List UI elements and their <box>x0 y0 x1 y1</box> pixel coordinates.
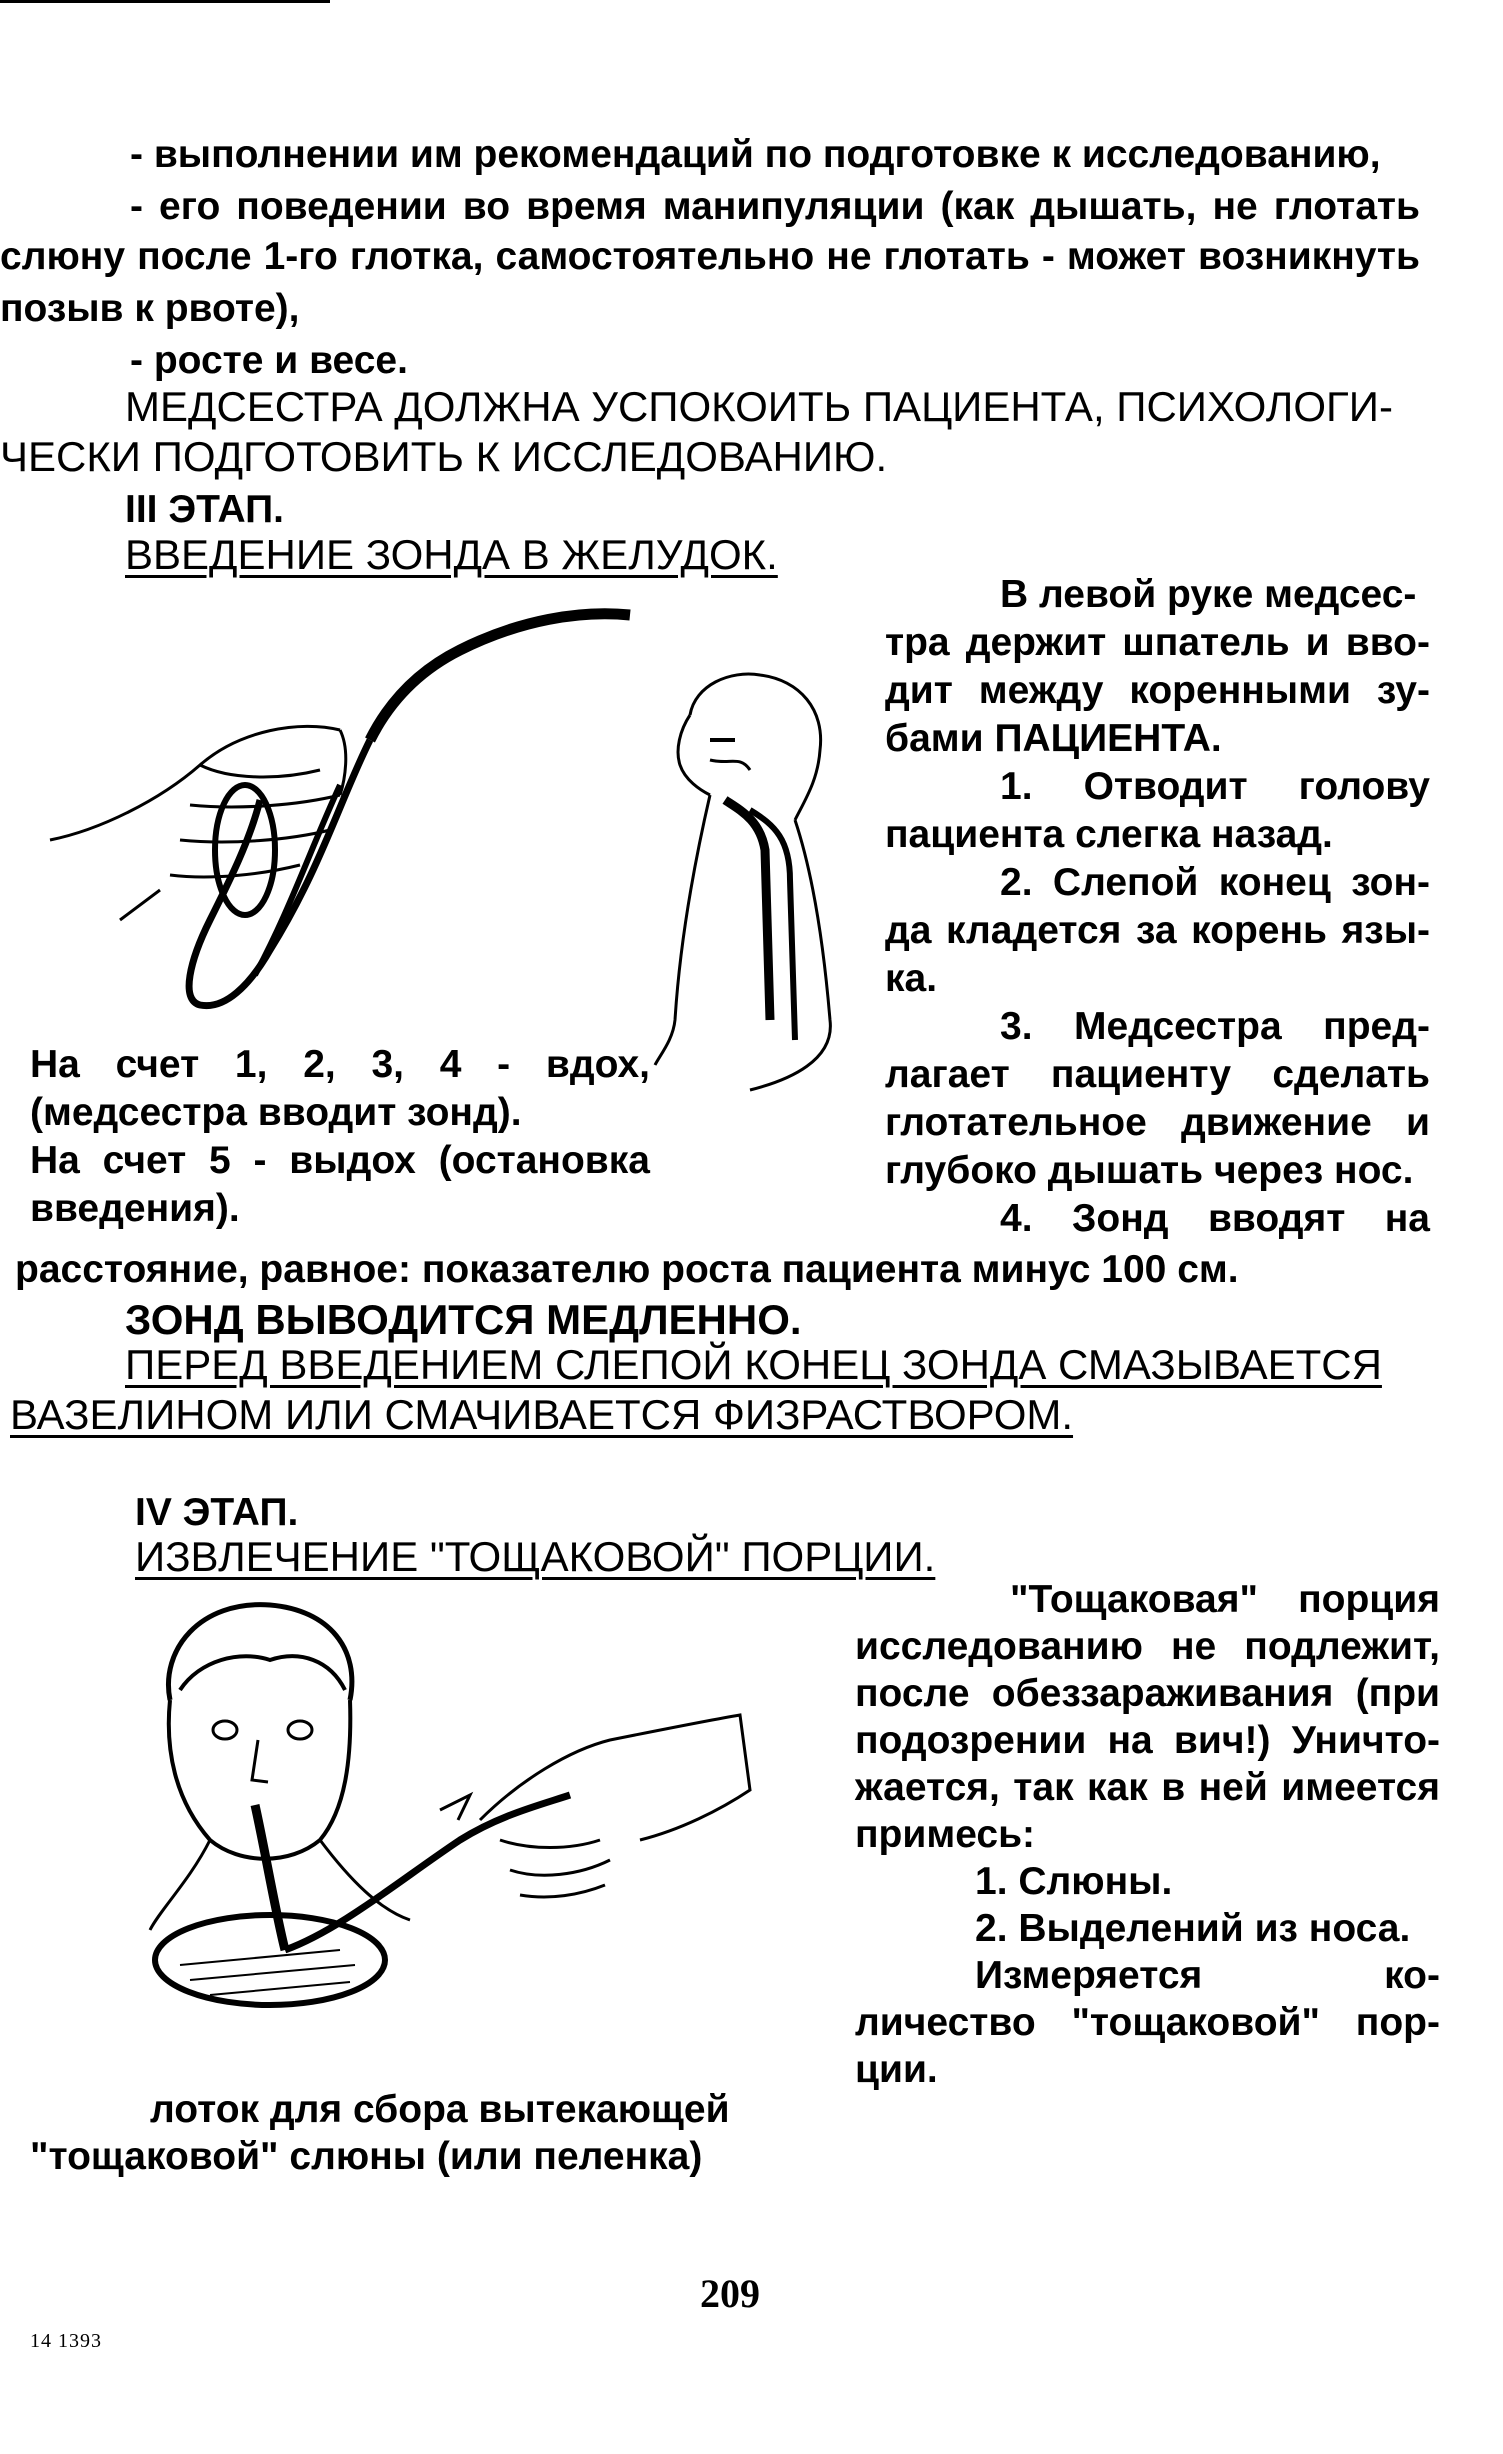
stage3-step: дит между коренными зу- <box>885 669 1430 712</box>
stage3-step: глотательное движение и <box>885 1101 1430 1144</box>
stage3-step: тра держит шпатель и вво- <box>885 621 1430 664</box>
stage4-text: примесь: <box>855 1813 1036 1856</box>
intro-line: позыв к рвоте), <box>0 287 300 330</box>
patient-head-drawing <box>650 660 880 1100</box>
stage4-text: после обеззараживания (при <box>855 1672 1440 1715</box>
stage3-step: пациента слегка назад. <box>885 813 1333 856</box>
print-signature: 14 1393 <box>30 2330 102 2352</box>
breathing-note: (медсестра вводит зонд). <box>30 1091 522 1134</box>
stage4-text: 1. Слюны. <box>975 1860 1173 1903</box>
stage3-step: лагает пациенту сделать <box>885 1053 1430 1096</box>
stage3-step: ка. <box>885 957 938 1000</box>
stage4-text: жается, так как в ней имеется <box>855 1766 1440 1809</box>
stage3-slow: ЗОНД ВЫВОДИТСЯ МЕДЛЕННО. <box>125 1296 802 1343</box>
stage3-step: В левой руке медсес- <box>1000 573 1417 616</box>
stage4-text: подозрении на вич!) Уничто- <box>855 1719 1440 1762</box>
intro-line: - росте и весе. <box>130 339 408 382</box>
stage3-warning: ВАЗЕЛИНОМ ИЛИ СМАЧИВАЕТСЯ ФИЗРАСТВОРОМ. <box>10 1391 1074 1438</box>
stage3-step: 1. Отводит голову <box>1000 765 1430 808</box>
tray-caption: "тощаковой" слюны (или пеленка) <box>30 2135 703 2178</box>
stage4-title: ИЗВЛЕЧЕНИЕ "ТОЩАКОВОЙ" ПОРЦИИ. <box>135 1533 936 1580</box>
stage4-text: Измеряется ко- <box>975 1954 1440 1997</box>
stage3-step: глубоко дышать через нос. <box>885 1149 1414 1192</box>
stage4-text: ции. <box>855 2048 938 2091</box>
stage3-step: бами ПАЦИЕНТА. <box>885 717 1222 760</box>
stage3-warning: ПЕРЕД ВВЕДЕНИЕМ СЛЕПОЙ КОНЕЦ ЗОНДА СМАЗЫВАЕТСЯ <box>125 1341 1382 1388</box>
breathing-note: введения). <box>30 1187 240 1230</box>
stage4-text: "Тощаковая" порция <box>1010 1578 1440 1621</box>
stage3-title: ВВЕДЕНИЕ ЗОНДА В ЖЕЛУДОК. <box>125 531 778 578</box>
tray-caption: лоток для сбора вытекающей <box>150 2088 730 2131</box>
stage4-text: 2. Выделений из носа. <box>975 1907 1411 1950</box>
stage3-step: 4. Зонд вводят на <box>1000 1197 1430 1240</box>
stage4-text: личество "тощаковой" пор- <box>855 2001 1440 2044</box>
nurse-instruction: ЧЕСКИ ПОДГОТОВИТЬ К ИССЛЕДОВАНИЮ. <box>0 433 888 480</box>
page-number: 209 <box>700 2271 760 2316</box>
intro-line: слюну после 1-го глотка, самостоятельно не глотать - может возникнуть <box>0 235 1420 278</box>
stage4-text: исследованию не подлежит, <box>855 1625 1440 1668</box>
breathing-note: На счет 5 - выдох (остановка <box>30 1139 650 1182</box>
stage3-continuation: расстояние, равное: показателю роста пациента минус 100 см. <box>15 1248 1239 1291</box>
stage3-label: III ЭТАП. <box>125 488 284 531</box>
breathing-note: На счет 1, 2, 3, 4 - вдох, <box>30 1043 650 1086</box>
intro-line: - выполнении им рекомендаций по подготовке к исследованию, <box>130 133 1381 176</box>
patient-with-tray-drawing <box>140 1590 790 2030</box>
stage3-step: 3. Медсестра пред- <box>1000 1005 1430 1048</box>
stage4-label: IV ЭТАП. <box>135 1491 299 1534</box>
top-rule <box>0 0 330 3</box>
stage3-step: 2. Слепой конец зон- <box>1000 861 1430 904</box>
intro-line: - его поведении во время манипуляции (как дышать, не глотать <box>130 185 1420 228</box>
hand-holding-probe-drawing <box>40 590 660 1040</box>
stage3-step: да кладется за корень язы- <box>885 909 1430 952</box>
nurse-instruction: МЕДСЕСТРА ДОЛЖНА УСПОКОИТЬ ПАЦИЕНТА, ПСИХОЛОГИ- <box>125 383 1393 430</box>
